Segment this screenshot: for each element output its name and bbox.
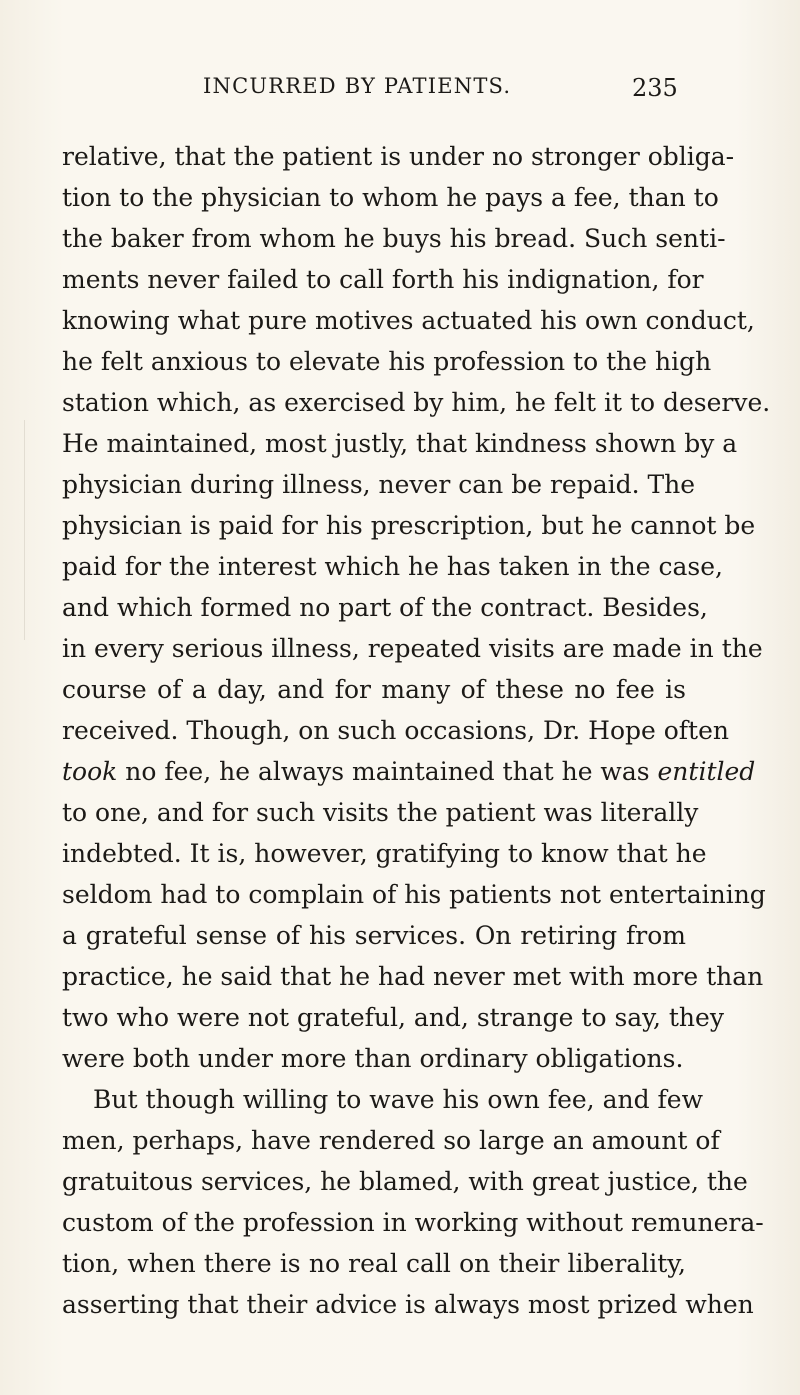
text-line: knowing what pure motives actuated his own conduct, [62, 306, 755, 335]
text-line: men, perhaps, have rendered so large an amount of [62, 1126, 720, 1155]
text-line: relative, that the patient is under no stronger obliga- [62, 142, 735, 171]
text-line: received. Though, on such occasions, Dr. Hope often [62, 716, 730, 745]
text-line: practice, he said that he had never met with more than [62, 962, 764, 991]
italic-word-took: took [62, 757, 118, 786]
text-line: He maintained, most justly, that kindness shown by a [62, 429, 738, 458]
text-line: in every serious illness, repeated visits are made in the [62, 634, 763, 663]
text-line: tion to the physician to whom he pays a fee, than to [62, 183, 719, 212]
paragraph-start-line: But though willing to wave his own fee, and few [93, 1085, 703, 1114]
text-line: gratuitous services, he blamed, with great justice, the [62, 1167, 748, 1196]
text-line: tion, when there is no real call on their liberality, [62, 1249, 686, 1278]
text-line: two who were not grateful, and, strange to say, they [62, 1003, 724, 1032]
margin-shadow [24, 420, 25, 640]
text-line: to one, and for such visits the patient was literally [62, 798, 699, 827]
body-text [62, 136, 771, 1325]
text-line: the baker from whom he buys his bread. Such senti- [62, 224, 726, 253]
text-line: physician during illness, never can be repaid. The [62, 470, 696, 499]
text-line: station which, as exercised by him, he felt it to deserve. [62, 388, 771, 417]
text-line: course of a day, and for many of these no fee is [62, 675, 686, 704]
italic-word-entitled: entitled [657, 757, 756, 786]
text-line: seldom had to complain of his patients not entertaining [62, 880, 766, 909]
page-header [62, 74, 682, 114]
text-line: paid for the interest which he has taken in the case, [62, 552, 723, 581]
text-line: a grateful sense of his services. On retiring from [62, 921, 686, 950]
text-line: physician is paid for his prescription, but he cannot be [62, 511, 756, 540]
line-segment: no fee, he always maintained that he was [117, 757, 658, 786]
page-number: 235 [632, 74, 678, 102]
text-line-with-italics [62, 751, 756, 792]
text-line: he felt anxious to elevate his profession to the high [62, 347, 712, 376]
text-line: custom of the profession in working without remunera- [62, 1208, 764, 1237]
text-line: ments never failed to call forth his indignation, for [62, 265, 704, 294]
running-head: INCURRED BY PATIENTS. [203, 74, 512, 98]
paragraph-end-line: were both under more than ordinary obligations. [62, 1044, 684, 1073]
text-line: indebted. It is, however, gratifying to know that he [62, 839, 707, 868]
text-line: and which formed no part of the contract. Besides, [62, 593, 708, 622]
text-line: asserting that their advice is always most prized when [62, 1290, 754, 1319]
